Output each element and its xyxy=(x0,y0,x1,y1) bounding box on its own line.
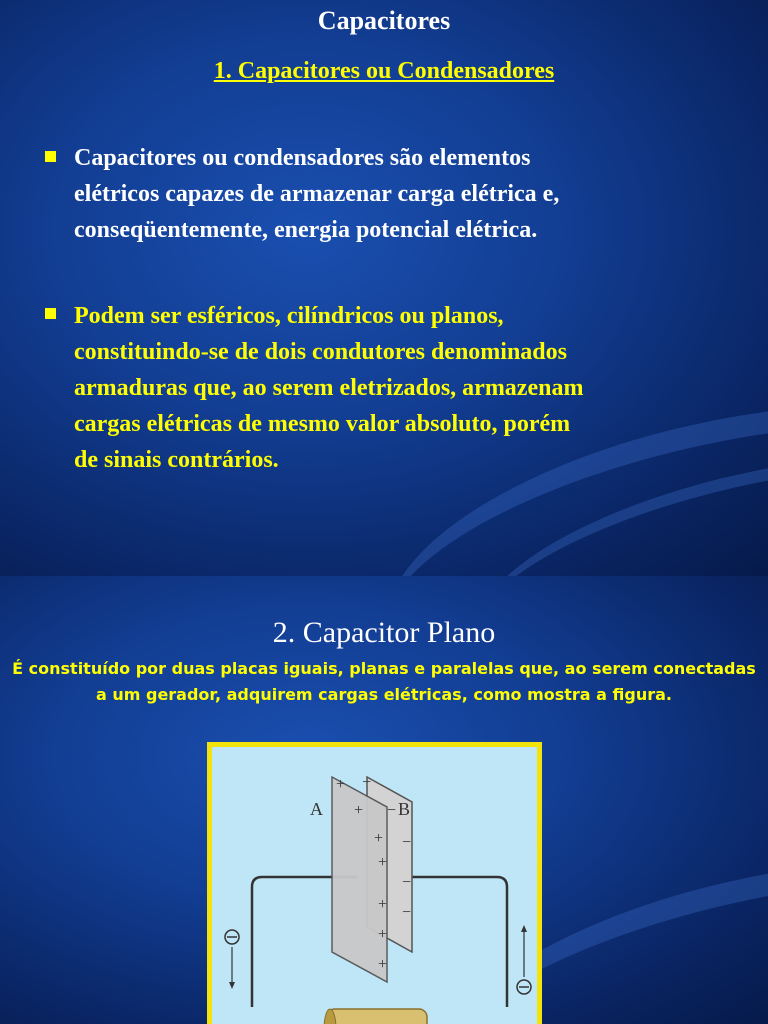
bullet-2 xyxy=(74,298,744,478)
slide-2-description xyxy=(0,656,768,708)
generator-battery-icon xyxy=(327,1009,427,1024)
arrow-down-head-icon xyxy=(229,982,235,989)
bullet-2-line-2: constituindo-se de dois condutores denominados xyxy=(74,339,567,365)
minus-sign: − xyxy=(402,834,412,851)
capacitor-figure xyxy=(207,742,542,1024)
plus-sign: + xyxy=(378,896,388,913)
bullet-1-line-1: Capacitores ou condensadores são elementos xyxy=(74,145,531,171)
bullet-2-line-5: de sinais contrários. xyxy=(74,447,279,473)
bullet-square-icon xyxy=(45,151,56,162)
minus-sign: − xyxy=(387,802,397,819)
minus-sign: − xyxy=(402,904,412,921)
plus-sign: + xyxy=(378,926,388,943)
plus-sign: + xyxy=(336,776,346,793)
minus-sign: − xyxy=(402,874,412,891)
bullet-1 xyxy=(74,140,744,248)
figure-background xyxy=(212,747,537,1024)
description-line-1: É constituído por duas placas iguais, planas e paralelas que, ao serem conectadas xyxy=(12,659,756,678)
slide-1-subtitle: 1. Capacitores ou Condensadores xyxy=(213,58,555,84)
circuit-wire-right xyxy=(407,877,507,1007)
bullet-square-icon xyxy=(45,308,56,319)
plus-sign: + xyxy=(378,956,388,973)
plus-sign: + xyxy=(374,830,384,847)
bullet-2-line-1: Podem ser esféricos, cilíndricos ou planos, xyxy=(74,303,504,329)
bullet-2-line-3: armaduras que, ao serem eletrizados, armazenam xyxy=(74,375,584,401)
minus-sign: − xyxy=(362,774,372,791)
plus-sign: + xyxy=(378,854,388,871)
bullet-1-line-2: elétricos capazes de armazenar carga elétrica e, xyxy=(74,181,560,207)
slide-2 xyxy=(0,576,768,1024)
description-line-2: a um gerador, adquirem cargas elétricas, como mostra a figura. xyxy=(95,685,672,704)
slide-1-title: Capacitores xyxy=(317,6,451,35)
bullet-1-line-3: conseqüentemente, energia potencial elétrica. xyxy=(74,217,538,243)
bullet-2-line-4: cargas elétricas de mesmo valor absoluto, porém xyxy=(74,411,571,437)
label-b: B xyxy=(398,799,411,819)
plus-sign: + xyxy=(354,802,364,819)
label-a: A xyxy=(310,799,323,819)
slide-2-title: 2. Capacitor Plano xyxy=(272,616,496,649)
arrow-up-head-icon xyxy=(521,925,527,932)
capacitor-diagram xyxy=(212,747,537,1024)
